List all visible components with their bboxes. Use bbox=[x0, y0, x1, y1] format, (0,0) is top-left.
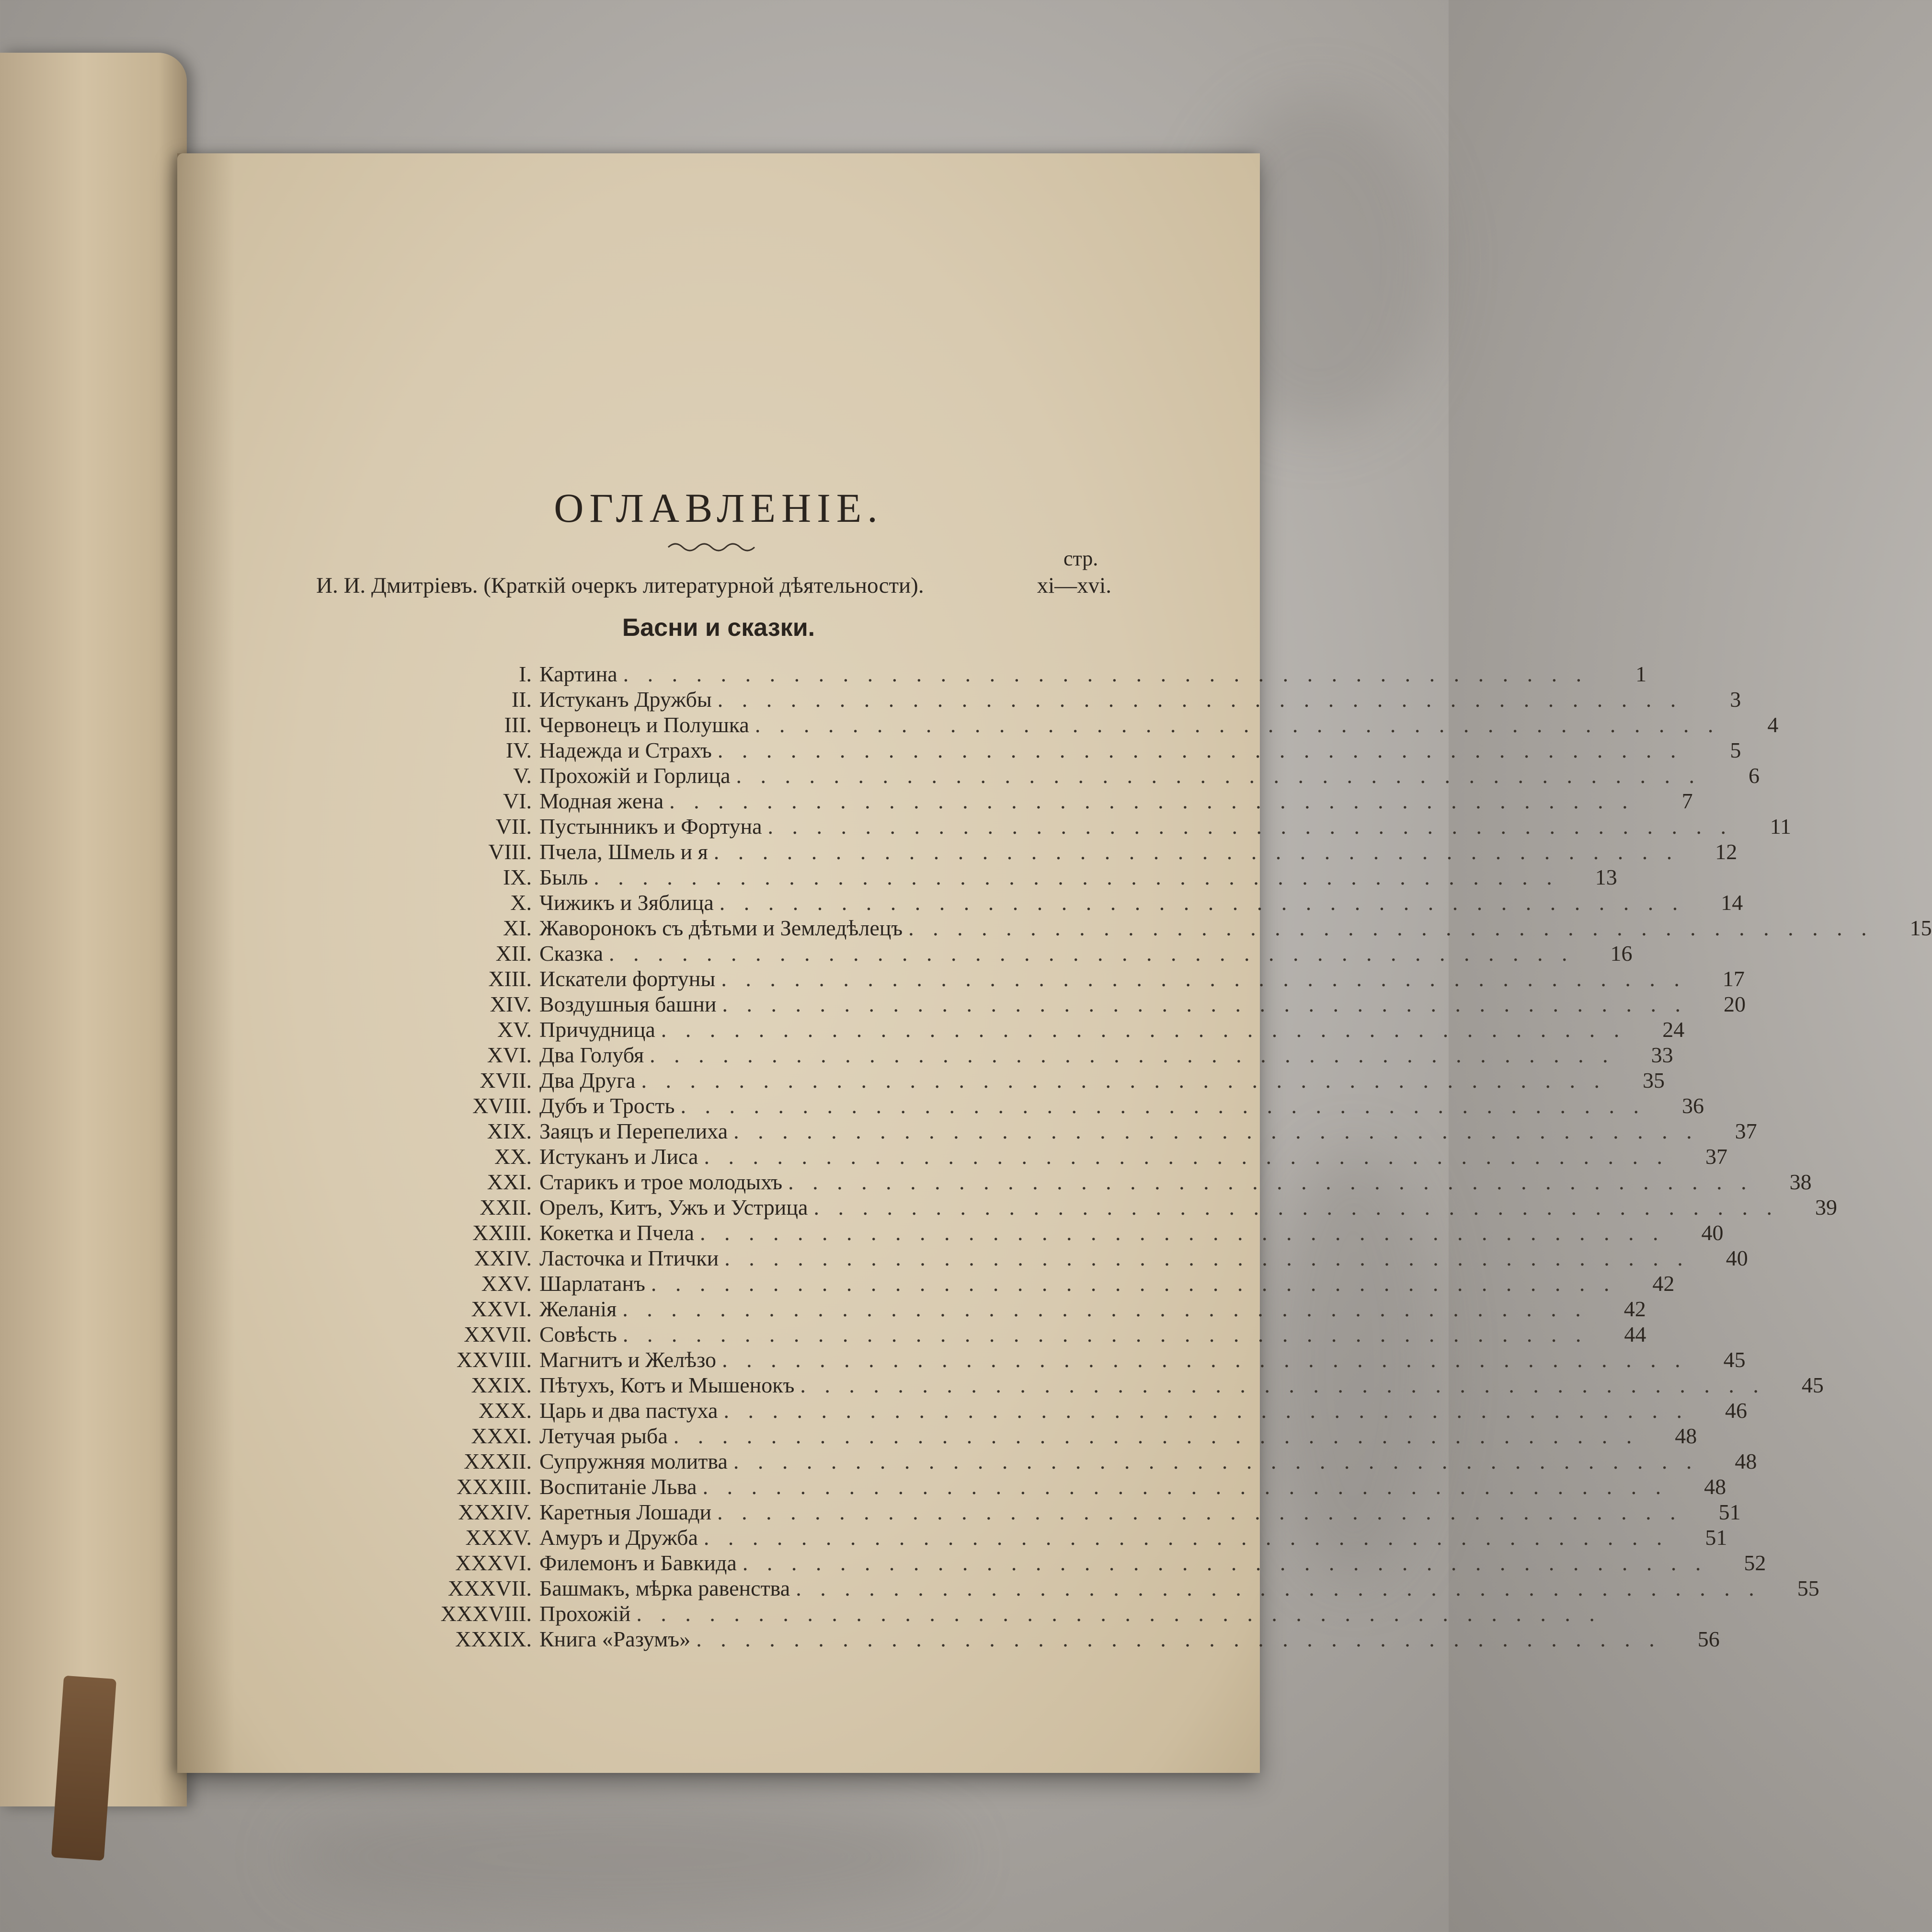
dot-leader: . . . . . . . . . . . . . . . . . . . . . . . . . . . . . . . . . . . . . . . . bbox=[641, 1068, 1606, 1092]
entry-title: Воздушныя башни bbox=[539, 992, 717, 1016]
entry-page-number: 24 bbox=[1662, 1017, 1685, 1042]
entry-page-number: 12 bbox=[1715, 840, 1738, 864]
entry-numeral: XXXVI. bbox=[455, 1551, 532, 1575]
entry-page-number: 20 bbox=[1724, 992, 1746, 1016]
dot-leader: . . . . . . . . . . . . . . . . . . . . . . . . . . . . . . . . . . . . . . . . bbox=[699, 1220, 1665, 1245]
entry-page-number: 40 bbox=[1701, 1220, 1724, 1245]
entry-title: Кокетка и Пчела bbox=[539, 1220, 694, 1245]
entry-numeral: XXXV. bbox=[465, 1525, 532, 1550]
entry-page-number: 6 bbox=[1749, 763, 1760, 788]
toc-entry bbox=[273, 1550, 1766, 1576]
entry-title: Ласточка и Птички bbox=[539, 1246, 719, 1270]
entry-title: Заяцъ и Перепелиха bbox=[539, 1119, 728, 1143]
entry-numeral: XXVI. bbox=[471, 1297, 532, 1321]
dot-leader: . . . . . . . . . . . . . . . . . . . . . . . . . . . . . . . . . . . . . . . . bbox=[717, 687, 1683, 712]
entry-page-number: 4 bbox=[1767, 713, 1779, 737]
entry-page-number: 3 bbox=[1730, 687, 1741, 712]
entry-numeral: XXXVII. bbox=[447, 1576, 532, 1600]
dot-leader: . . . . . . . . . . . . . . . . . . . . . . . . . . . . . . . . . . . . . . . . bbox=[696, 1627, 1661, 1651]
toc-entry bbox=[273, 915, 1932, 941]
entry-numeral: III. bbox=[504, 713, 532, 737]
toc-entry bbox=[273, 661, 1647, 687]
entry-numeral: XX. bbox=[494, 1144, 532, 1169]
entry-numeral: XXXIX. bbox=[455, 1627, 532, 1651]
dot-leader: . . . . . . . . . . . . . . . . . . . . . . . . . . . . . . . . . . . . . . . . bbox=[680, 1093, 1646, 1118]
entry-title: Башмакъ, мѣрка равенства bbox=[539, 1576, 790, 1600]
entry-numeral: XXIII. bbox=[472, 1220, 532, 1245]
entry-title: Орелъ, Китъ, Ужъ и Устрица bbox=[539, 1195, 808, 1219]
entry-title: Два Друга bbox=[539, 1068, 636, 1092]
entry-page-number: 16 bbox=[1610, 941, 1633, 966]
entry-numeral: IX. bbox=[503, 865, 532, 889]
entry-title: Сказка bbox=[539, 941, 603, 966]
toc-entry bbox=[273, 1474, 1726, 1499]
dot-leader: . . . . . . . . . . . . . . . . . . . . . . . . . . . . . . . . . . . . . . . . bbox=[796, 1576, 1761, 1600]
dot-leader: . . . . . . . . . . . . . . . . . . . . . . . . . . . . . . . . . . . . . . . . bbox=[723, 1398, 1689, 1423]
entry-title: Истуканъ Дружбы bbox=[539, 687, 712, 712]
dot-leader: . . . . . . . . . . . . . . . . . . . . . . . . . . . . . . . . . . . . . . . . bbox=[722, 992, 1688, 1016]
entry-page-number: 1 bbox=[1635, 662, 1647, 686]
entry-title: Пѣтухъ, Котъ и Мышенокъ bbox=[539, 1373, 795, 1397]
dot-leader: . . . . . . . . . . . . . . . . . . . . . . . . . . . . . . . . . . . . . . . . bbox=[717, 1500, 1682, 1524]
toc-entry bbox=[273, 1576, 1819, 1601]
entry-numeral: XXXII. bbox=[464, 1449, 532, 1473]
toc-entry bbox=[273, 1525, 1727, 1550]
toc-entry bbox=[273, 1245, 1748, 1271]
entry-title: Картина bbox=[539, 662, 617, 686]
entry-page-number: 40 bbox=[1726, 1246, 1748, 1270]
toc-list bbox=[273, 661, 1932, 1652]
toc-entry bbox=[273, 1042, 1673, 1068]
toc-entry bbox=[273, 788, 1693, 814]
toc-entry bbox=[273, 1220, 1724, 1245]
dot-leader: . . . . . . . . . . . . . . . . . . . . . . . . . . . . . . . . . . . . . . . . bbox=[722, 1347, 1687, 1372]
page-column-header: стр. bbox=[1063, 547, 1098, 570]
entry-page-number: 13 bbox=[1595, 865, 1617, 889]
toc-entry bbox=[273, 737, 1741, 763]
entry-title: Искатели фортуны bbox=[539, 966, 716, 991]
entry-page-number: 55 bbox=[1797, 1576, 1819, 1600]
entry-page-number: 5 bbox=[1730, 738, 1741, 762]
toc-entry bbox=[273, 941, 1633, 966]
entry-title: Жаворонокъ съ дѣтьми и Земледѣлецъ bbox=[539, 916, 903, 940]
entry-title: Истуканъ и Лиса bbox=[539, 1144, 698, 1169]
dot-leader: . . . . . . . . . . . . . . . . . . . . . . . . . . . . . . . . . . . . . . . . bbox=[651, 1271, 1616, 1296]
dot-leader: . . . . . . . . . . . . . . . . . . . . . . . . . . . . . . . . . . . . . . . . bbox=[669, 789, 1635, 813]
toc-entry bbox=[273, 1423, 1697, 1449]
entry-title: Старикъ и трое молодыхъ bbox=[539, 1170, 783, 1194]
entry-page-number: 48 bbox=[1735, 1449, 1757, 1473]
entry-page-number: 46 bbox=[1725, 1398, 1747, 1423]
entry-page-number: 51 bbox=[1718, 1500, 1741, 1524]
entry-page-number: 48 bbox=[1704, 1474, 1726, 1499]
entry-page-number: 56 bbox=[1697, 1627, 1720, 1651]
entry-page-number: 14 bbox=[1721, 890, 1743, 915]
dot-leader: . . . . . . . . . . . . . . . . . . . . . . . . . . . . . . . . . . . . . . . . bbox=[704, 1144, 1669, 1169]
entry-title: Быль bbox=[539, 865, 588, 889]
dot-leader: . . . . . . . . . . . . . . . . . . . . . . . . . . . . . . . . . . . . . . . . bbox=[788, 1170, 1753, 1194]
entry-numeral: VII. bbox=[495, 814, 532, 839]
entry-title: Пчела, Шмель и я bbox=[539, 840, 708, 864]
toc-entry bbox=[273, 1322, 1646, 1347]
dot-leader: . . . . . . . . . . . . . . . . . . . . . . . . . . . . . . . . . . . . . . . . bbox=[800, 1373, 1765, 1397]
dot-leader: . . . . . . . . . . . . . . . . . . . . . . . . . . . . . . . . . . . . . . . . bbox=[724, 1246, 1690, 1270]
entry-title: Модная жена bbox=[539, 789, 664, 813]
intro-text: И. И. Дмитріевъ. (Краткій очеркъ литературной дѣятельности). bbox=[316, 573, 924, 598]
dot-leader: . . . . . . . . . . . . . . . . . . . . . . . . . . . . . . . . . . . . . . . . bbox=[703, 1525, 1669, 1550]
entry-title: Царь и два пастуха bbox=[539, 1398, 718, 1423]
dot-leader: . . . . . . . . . . . . . . . . . . . . . . . . . . . . . . . . . . . . . . . . bbox=[719, 890, 1685, 915]
entry-numeral: XVII. bbox=[480, 1068, 532, 1092]
toc-entry bbox=[273, 687, 1741, 712]
entry-title: Прохожій bbox=[539, 1601, 631, 1626]
toc-entry bbox=[273, 1195, 1837, 1220]
entry-numeral: XIII. bbox=[488, 966, 532, 991]
dot-leader: . . . . . . . . . . . . . . . . . . . . . . . . . . . . . . . . . . . . . . . . bbox=[713, 840, 1679, 864]
toc-entry bbox=[273, 1144, 1727, 1169]
toc-entry bbox=[273, 1626, 1720, 1652]
entry-numeral: XXV. bbox=[481, 1271, 532, 1296]
entry-title: Книга «Разумъ» bbox=[539, 1627, 691, 1651]
entry-numeral: V. bbox=[513, 763, 532, 788]
dot-leader: . . . . . . . . . . . . . . . . . . . . . . . . . . . . . . . . . . . . . . . . bbox=[721, 966, 1686, 991]
entry-numeral: II. bbox=[511, 687, 532, 712]
entry-page-number: 33 bbox=[1651, 1043, 1673, 1067]
toc-entry bbox=[273, 890, 1743, 915]
entry-title: Пустынникъ и Фортуна bbox=[539, 814, 762, 839]
entry-numeral: XXXVIII. bbox=[440, 1601, 532, 1626]
toc-entry bbox=[273, 1601, 1601, 1626]
entry-page-number: 42 bbox=[1623, 1297, 1646, 1321]
page-title: ОГЛАВЛЕНIЕ. bbox=[554, 485, 883, 531]
toc-entry bbox=[273, 991, 1746, 1017]
entry-page-number: 42 bbox=[1652, 1271, 1675, 1296]
entry-numeral: XXXIV. bbox=[458, 1500, 532, 1524]
entry-title: Совѣсть bbox=[539, 1322, 617, 1346]
toc-entry bbox=[273, 712, 1779, 737]
entry-page-number: 45 bbox=[1801, 1373, 1824, 1397]
entry-title: Магнитъ и Желѣзо bbox=[539, 1347, 717, 1372]
entry-page-number: 36 bbox=[1681, 1093, 1704, 1118]
toc-entry bbox=[273, 864, 1617, 890]
entry-numeral: XXX. bbox=[478, 1398, 532, 1423]
entry-numeral: XIX. bbox=[487, 1119, 532, 1143]
intro-entry bbox=[316, 573, 1111, 598]
entry-title: Два Голубя bbox=[539, 1043, 644, 1067]
entry-numeral: IV. bbox=[505, 738, 532, 762]
entry-title: Прохожій и Горлица bbox=[539, 763, 731, 788]
entry-numeral: XVIII. bbox=[472, 1093, 532, 1118]
dot-leader: . . . . . . . . . . . . . . . . . . . . . . . . . . . . . . . . . . . . . . . . bbox=[908, 916, 1874, 940]
entry-title: Воспитаніе Льва bbox=[539, 1474, 697, 1499]
toc-entry bbox=[273, 1499, 1741, 1525]
entry-title: Каретныя Лошади bbox=[539, 1500, 712, 1524]
entry-title: Супружняя молитва bbox=[539, 1449, 728, 1473]
toc-entry bbox=[273, 1169, 1812, 1195]
entry-page-number: 11 bbox=[1770, 814, 1792, 839]
entry-numeral: I. bbox=[519, 662, 532, 686]
dot-leader: . . . . . . . . . . . . . . . . . . . . . . . . . . . . . . . . . . . . . . . . bbox=[702, 1474, 1668, 1499]
dot-leader: . . . . . . . . . . . . . . . . . . . . . . . . . . . . . . . . . . . . . . . . bbox=[733, 1449, 1699, 1473]
entry-title: Амуръ и Дружба bbox=[539, 1525, 698, 1550]
dot-leader: . . . . . . . . . . . . . . . . . . . . . . . . . . . . . . . . . . . . . . . . bbox=[623, 662, 1589, 686]
entry-page-number: 17 bbox=[1722, 966, 1745, 991]
section-title: Басни и сказки. bbox=[622, 614, 815, 642]
entry-title: Чижикъ и Зяблица bbox=[539, 890, 714, 915]
intro-pages: xi—xvi. bbox=[1037, 573, 1111, 598]
page-gutter-shadow bbox=[177, 153, 235, 1773]
dot-leader: . . . . . . . . . . . . . . . . . . . . . . . . . . . . . . . . . . . . . . . . bbox=[736, 763, 1702, 788]
entry-page-number: 37 bbox=[1735, 1119, 1757, 1143]
entry-numeral: XXXIII. bbox=[456, 1474, 532, 1499]
entry-page-number: 52 bbox=[1744, 1551, 1766, 1575]
entry-numeral: VIII. bbox=[488, 840, 532, 864]
entry-numeral: XXVIII. bbox=[456, 1347, 532, 1372]
entry-title: Филемонъ и Бавкида bbox=[539, 1551, 737, 1575]
entry-title: Летучая рыба bbox=[539, 1424, 668, 1448]
entry-numeral: XXI. bbox=[487, 1170, 532, 1194]
entry-numeral: XXVII. bbox=[464, 1322, 532, 1346]
entry-numeral: XXIV. bbox=[474, 1246, 532, 1270]
entry-page-number: 35 bbox=[1642, 1068, 1665, 1092]
dot-leader: . . . . . . . . . . . . . . . . . . . . . . . . . . . . . . . . . . . . . . . . bbox=[813, 1195, 1779, 1219]
entry-page-number: 15 bbox=[1909, 916, 1932, 940]
toc-entry bbox=[273, 1398, 1747, 1423]
dot-leader: . . . . . . . . . . . . . . . . . . . . . . . . . . . . . . . . . . . . . . . . bbox=[767, 814, 1733, 839]
dot-leader: . . . . . . . . . . . . . . . . . . . . . . . . . . . . . . . . . . . . . . . . bbox=[650, 1043, 1615, 1067]
dot-leader: . . . . . . . . . . . . . . . . . . . . . . . . . . . . . . . . . . . . . . . . bbox=[622, 1297, 1588, 1321]
dot-leader: . . . . . . . . . . . . . . . . . . . . . . . . . . . . . . . . . . . . . . . . bbox=[609, 941, 1574, 966]
dot-leader: . . . . . . . . . . . . . . . . . . . . . . . . . . . . . . . . . . . . . . . . bbox=[636, 1601, 1601, 1626]
toc-entry bbox=[273, 1093, 1704, 1118]
entry-page-number: 39 bbox=[1815, 1195, 1837, 1219]
toc-entry bbox=[273, 1372, 1824, 1398]
toc-entry bbox=[273, 966, 1745, 991]
entry-page-number: 45 bbox=[1723, 1347, 1746, 1372]
entry-numeral: XXXI. bbox=[471, 1424, 532, 1448]
entry-numeral: XV. bbox=[497, 1017, 532, 1042]
entry-numeral: XIV. bbox=[490, 992, 532, 1016]
toc-entry bbox=[273, 814, 1792, 839]
entry-title: Дубъ и Трость bbox=[539, 1093, 675, 1118]
book-page bbox=[177, 153, 1932, 1773]
entry-page-number: 38 bbox=[1789, 1170, 1812, 1194]
entry-title: Шарлатанъ bbox=[539, 1271, 645, 1296]
entry-title: Надежда и Страхъ bbox=[539, 738, 712, 762]
entry-numeral: X. bbox=[510, 890, 532, 915]
entry-page-number: 44 bbox=[1624, 1322, 1646, 1346]
entry-page-number: 48 bbox=[1675, 1424, 1697, 1448]
dot-leader: . . . . . . . . . . . . . . . . . . . . . . . . . . . . . . . . . . . . . . . . bbox=[717, 738, 1683, 762]
dot-leader: . . . . . . . . . . . . . . . . . . . . . . . . . . . . . . . . . . . . . . . . bbox=[733, 1119, 1699, 1143]
entry-numeral: XI. bbox=[503, 916, 532, 940]
toc-entry bbox=[273, 1347, 1746, 1372]
toc-entry bbox=[273, 1449, 1757, 1474]
toc-entry bbox=[273, 1017, 1685, 1042]
toc-entry bbox=[273, 1296, 1646, 1322]
dot-leader: . . . . . . . . . . . . . . . . . . . . . . . . . . . . . . . . . . . . . . . . bbox=[594, 865, 1559, 889]
toc-entry bbox=[273, 1068, 1665, 1093]
toc-entry bbox=[273, 839, 1738, 864]
left-page bbox=[0, 53, 187, 1806]
entry-numeral: XXII. bbox=[480, 1195, 532, 1219]
ornament-flourish bbox=[666, 537, 757, 556]
entry-title: Червонецъ и Полушка bbox=[539, 713, 749, 737]
toc-entry bbox=[273, 763, 1760, 788]
entry-numeral: XVI. bbox=[487, 1043, 532, 1067]
dot-leader: . . . . . . . . . . . . . . . . . . . . . . . . . . . . . . . . . . . . . . . . bbox=[661, 1017, 1626, 1042]
dot-leader: . . . . . . . . . . . . . . . . . . . . . . . . . . . . . . . . . . . . . . . . bbox=[742, 1551, 1708, 1575]
dot-leader: . . . . . . . . . . . . . . . . . . . . . . . . . . . . . . . . . . . . . . . . bbox=[673, 1424, 1639, 1448]
entry-numeral: XXIX. bbox=[471, 1373, 532, 1397]
toc-entry bbox=[273, 1118, 1757, 1144]
entry-page-number: 7 bbox=[1681, 789, 1693, 813]
entry-title: Желанія bbox=[539, 1297, 617, 1321]
entry-title: Причудница bbox=[539, 1017, 655, 1042]
dot-leader: . . . . . . . . . . . . . . . . . . . . . . . . . . . . . . . . . . . . . . . . bbox=[755, 713, 1720, 737]
entry-numeral: VI. bbox=[503, 789, 532, 813]
dot-leader: . . . . . . . . . . . . . . . . . . . . . . . . . . . . . . . . . . . . . . . . bbox=[622, 1322, 1588, 1346]
entry-page-number: 37 bbox=[1705, 1144, 1727, 1169]
entry-page-number: 51 bbox=[1705, 1525, 1727, 1550]
entry-numeral: XII. bbox=[495, 941, 532, 966]
toc-entry bbox=[273, 1271, 1675, 1296]
